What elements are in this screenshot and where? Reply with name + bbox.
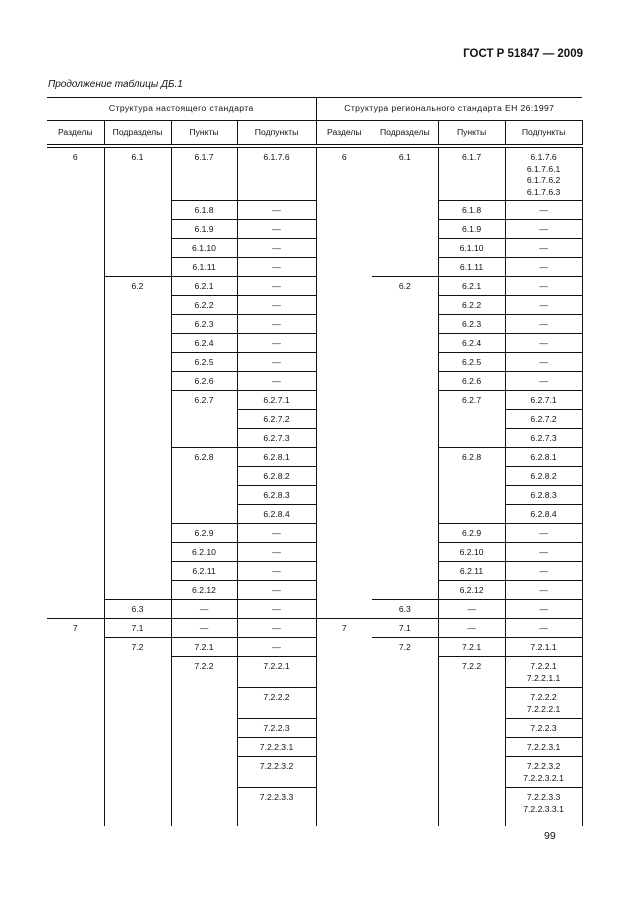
- cell-clauses-current: 7.2.1: [171, 638, 237, 657]
- cell-sections-current: [47, 391, 104, 410]
- cell-subsections-regional: [372, 524, 438, 543]
- cell-subclauses-regional: —: [505, 600, 582, 619]
- column-header-clauses-regional: Пункты: [438, 121, 505, 145]
- cell-subsections-current: [104, 505, 171, 524]
- cell-sections-regional: [316, 239, 372, 258]
- cell-subsections-current: [104, 410, 171, 429]
- cell-subclauses-regional: 7.2.2.1 7.2.2.1.1: [505, 657, 582, 688]
- cell-subclauses-current: —: [237, 600, 316, 619]
- table-row: [47, 239, 582, 258]
- table-row: [47, 562, 582, 581]
- cell-clauses-current: 6.2.10: [171, 543, 237, 562]
- cell-clauses-current: [171, 688, 237, 719]
- cell-subsections-current: [104, 372, 171, 391]
- cell-subclauses-regional: 6.2.8.2: [505, 467, 582, 486]
- cell-sections-regional: [316, 638, 372, 657]
- table-row: [47, 581, 582, 600]
- cell-clauses-current: 6.2.9: [171, 524, 237, 543]
- cell-clauses-regional: 6.1.7: [438, 148, 505, 201]
- cell-sections-current: [47, 788, 104, 826]
- cell-clauses-regional: [438, 505, 505, 524]
- cell-subclauses-current: —: [237, 638, 316, 657]
- cell-subclauses-current: 6.2.8.2: [237, 467, 316, 486]
- cell-subsections-regional: [372, 258, 438, 277]
- cell-sections-regional: [316, 524, 372, 543]
- cell-subclauses-regional: —: [505, 372, 582, 391]
- column-header-subsections-regional: Подразделы: [372, 121, 438, 145]
- cell-clauses-regional: 7.2.2: [438, 657, 505, 688]
- cell-subclauses-current: 7.2.2.2: [237, 688, 316, 719]
- cell-subclauses-current: 7.2.2.3: [237, 719, 316, 738]
- cell-sections-current: [47, 239, 104, 258]
- cell-subsections-current: [104, 486, 171, 505]
- cell-subclauses-regional: 7.2.2.3: [505, 719, 582, 738]
- cell-subsections-regional: [372, 543, 438, 562]
- cell-subclauses-regional: —: [505, 296, 582, 315]
- cell-clauses-regional: 6.2.7: [438, 391, 505, 410]
- cell-sections-regional: 6: [341, 152, 347, 162]
- cell-subsections-current: [104, 353, 171, 372]
- cell-sections-current: [47, 719, 104, 738]
- cell-subsections-current: [104, 757, 171, 788]
- cell-sections-regional: [316, 448, 372, 467]
- cell-subclauses-current: 6.2.7.1: [237, 391, 316, 410]
- cell-clauses-regional: 6.2.4: [438, 334, 505, 353]
- cell-clauses-current: 6.1.8: [171, 201, 237, 220]
- cell-subsections-regional: [372, 788, 438, 826]
- cell-clauses-current: 6.1.10: [171, 239, 237, 258]
- cell-sections-regional: [316, 788, 372, 826]
- cell-subclauses-current: —: [237, 296, 316, 315]
- cell-subsections-current: [104, 220, 171, 239]
- column-header-clauses-current: Пункты: [171, 121, 237, 145]
- cell-subclauses-current: 6.2.8.1: [237, 448, 316, 467]
- cell-subclauses-regional: 7.2.2.3.1: [505, 738, 582, 757]
- cell-subsections-regional: [372, 372, 438, 391]
- cell-sections-current: [47, 467, 104, 486]
- cell-clauses-regional: [438, 467, 505, 486]
- cell-sections-regional: [316, 505, 372, 524]
- cell-sections-current: [47, 277, 104, 296]
- cell-subclauses-current: —: [237, 334, 316, 353]
- cell-subsections-current: 6.2: [104, 277, 171, 296]
- cell-clauses-current: [171, 429, 237, 448]
- cell-clauses-current: [171, 467, 237, 486]
- cell-sections-current: [47, 581, 104, 600]
- cell-sections-current: [47, 524, 104, 543]
- cell-clauses-current: 6.2.4: [171, 334, 237, 353]
- cell-subsections-current: [104, 562, 171, 581]
- cell-subclauses-regional: —: [505, 277, 582, 296]
- cell-subsections-current: [104, 429, 171, 448]
- cell-subsections-current: [104, 239, 171, 258]
- table-row: [47, 788, 582, 826]
- cell-subclauses-current: 6.2.7.3: [237, 429, 316, 448]
- cell-clauses-current: [171, 788, 237, 826]
- cell-sections-current: [47, 410, 104, 429]
- table-row: [47, 372, 582, 391]
- cell-subsections-regional: [372, 220, 438, 239]
- cell-subsections-regional: [372, 391, 438, 410]
- cell-sections-regional: [316, 391, 372, 410]
- cell-subclauses-regional: 6.2.8.3: [505, 486, 582, 505]
- cell-clauses-regional: 7.2.1: [438, 638, 505, 657]
- cell-clauses-regional: 6.2.2: [438, 296, 505, 315]
- cell-sections-current: [47, 486, 104, 505]
- table-row: [47, 505, 582, 524]
- cell-sections-current: [47, 505, 104, 524]
- cell-clauses-current: 6.1.11: [171, 258, 237, 277]
- column-header-row: [47, 121, 582, 145]
- cell-subsections-regional: [372, 410, 438, 429]
- cell-clauses-current: 6.2.8: [171, 448, 237, 467]
- cell-clauses-current: 6.2.12: [171, 581, 237, 600]
- cell-sections-current: [47, 657, 104, 688]
- cell-sections-regional: [316, 315, 372, 334]
- cell-subclauses-regional: 6.2.7.3: [505, 429, 582, 448]
- table-row: [47, 429, 582, 448]
- cell-subclauses-current: 6.1.7.6: [237, 148, 316, 201]
- cell-subsections-current: [104, 315, 171, 334]
- cell-sections-current: [47, 201, 104, 220]
- cell-subclauses-current: —: [237, 543, 316, 562]
- cell-sections-regional: [316, 581, 372, 600]
- cell-subclauses-regional: —: [505, 315, 582, 334]
- cell-subclauses-current: —: [237, 220, 316, 239]
- cell-subsections-current: [104, 201, 171, 220]
- table-row: [47, 486, 582, 505]
- cell-sections-current: [47, 334, 104, 353]
- cell-subclauses-regional: —: [505, 334, 582, 353]
- cell-subclauses-current: —: [237, 372, 316, 391]
- cell-subclauses-current: —: [237, 315, 316, 334]
- cell-sections-regional: [316, 201, 372, 220]
- cell-clauses-regional: 6.2.12: [438, 581, 505, 600]
- cell-subsections-regional: 6.2: [372, 277, 438, 296]
- cell-clauses-current: 6.2.3: [171, 315, 237, 334]
- cell-clauses-current: —: [171, 600, 237, 619]
- cell-sections-regional: [316, 353, 372, 372]
- table-row: [47, 353, 582, 372]
- cell-subsections-current: [104, 788, 171, 826]
- cell-subsections-current: 6.1: [104, 148, 171, 201]
- cell-clauses-regional: [438, 429, 505, 448]
- cell-subsections-regional: [372, 296, 438, 315]
- cell-sections-current: [47, 638, 104, 657]
- cell-clauses-regional: [438, 410, 505, 429]
- cell-sections-regional: [316, 600, 372, 619]
- cell-clauses-regional: 6.2.11: [438, 562, 505, 581]
- cell-subsections-regional: [372, 562, 438, 581]
- cell-clauses-regional: 6.2.5: [438, 353, 505, 372]
- table-row: [47, 738, 582, 757]
- cell-clauses-regional: 6.1.10: [438, 239, 505, 258]
- cell-subclauses-current: 7.2.2.1: [237, 657, 316, 688]
- cell-clauses-regional: [438, 757, 505, 788]
- cell-subsections-regional: [372, 239, 438, 258]
- cell-subclauses-regional: —: [505, 543, 582, 562]
- group-header-current: Структура настоящего стандарта: [47, 98, 316, 121]
- cell-sections-regional: [316, 562, 372, 581]
- table-row: [47, 220, 582, 239]
- cell-subsections-current: 6.3: [104, 600, 171, 619]
- cell-sections-current: 7: [47, 619, 104, 638]
- cell-subclauses-current: 7.2.2.3.3: [237, 788, 316, 826]
- cell-subclauses-current: —: [237, 277, 316, 296]
- cell-subclauses-regional: 7.2.2.3.2 7.2.2.3.2.1: [505, 757, 582, 788]
- cell-sections-current: [47, 372, 104, 391]
- cell-clauses-regional: —: [438, 619, 505, 638]
- cell-subsections-current: [104, 296, 171, 315]
- cell-sections-current: [47, 429, 104, 448]
- cell-subclauses-current: 7.2.2.3.2: [237, 757, 316, 788]
- cell-subsections-current: [104, 657, 171, 688]
- cell-subclauses-current: —: [237, 581, 316, 600]
- cell-clauses-current: 6.1.9: [171, 220, 237, 239]
- document-id: ГОСТ Р 51847 — 2009: [463, 48, 583, 60]
- cell-sections-regional: [316, 220, 372, 239]
- cell-subclauses-regional: —: [505, 562, 582, 581]
- cell-clauses-current: 6.1.7: [171, 148, 237, 201]
- cell-subsections-regional: [372, 757, 438, 788]
- cell-clauses-regional: [438, 738, 505, 757]
- table-body: [47, 148, 582, 826]
- cell-sections-current: [47, 448, 104, 467]
- cell-clauses-regional: 6.1.9: [438, 220, 505, 239]
- cell-subsections-regional: 6.3: [372, 600, 438, 619]
- cell-sections-regional: [316, 277, 372, 296]
- cell-subsections-current: [104, 391, 171, 410]
- cell-sections-regional: [316, 757, 372, 788]
- cell-clauses-current: —: [171, 619, 237, 638]
- cell-clauses-regional: 6.2.3: [438, 315, 505, 334]
- cell-sections-regional: [316, 429, 372, 448]
- table-row: [47, 277, 582, 296]
- cell-subsections-current: [104, 448, 171, 467]
- cell-subclauses-regional: —: [505, 353, 582, 372]
- cell-subsections-regional: [372, 657, 438, 688]
- cell-subclauses-regional: —: [505, 239, 582, 258]
- cell-subsections-regional: [372, 688, 438, 719]
- page-number: 99: [544, 830, 556, 842]
- table-row: [47, 391, 582, 410]
- cell-clauses-regional: 6.1.11: [438, 258, 505, 277]
- table-row: [47, 619, 582, 638]
- cell-subclauses-current: 7.2.2.3.1: [237, 738, 316, 757]
- cell-clauses-regional: [438, 719, 505, 738]
- cell-subclauses-regional: 6.1.7.6 6.1.7.6.1 6.1.7.6.2 6.1.7.6.3: [505, 148, 582, 201]
- table-row: [47, 524, 582, 543]
- table-row: [47, 543, 582, 562]
- cell-subsections-regional: [372, 315, 438, 334]
- cell-subsections-regional: 6.1: [372, 148, 438, 201]
- table-row: [47, 467, 582, 486]
- cell-clauses-regional: —: [438, 600, 505, 619]
- cell-subsections-regional: [372, 334, 438, 353]
- cell-subclauses-current: 6.2.7.2: [237, 410, 316, 429]
- cell-clauses-current: 6.2.5: [171, 353, 237, 372]
- cell-subsections-regional: [372, 719, 438, 738]
- cell-subclauses-current: —: [237, 239, 316, 258]
- cell-sections-regional: 7: [316, 619, 372, 638]
- cell-sections-current: [47, 738, 104, 757]
- cell-subclauses-regional: —: [505, 220, 582, 239]
- cell-subsections-regional: [372, 467, 438, 486]
- cell-clauses-current: [171, 410, 237, 429]
- cell-subclauses-current: —: [237, 258, 316, 277]
- cell-sections-regional: [316, 410, 372, 429]
- cell-sections-current: [47, 757, 104, 788]
- cell-subclauses-current: —: [237, 524, 316, 543]
- cell-subclauses-regional: 7.2.1.1: [505, 638, 582, 657]
- cell-subclauses-regional: —: [505, 258, 582, 277]
- cell-clauses-regional: [438, 688, 505, 719]
- cell-clauses-regional: 6.2.8: [438, 448, 505, 467]
- cell-subsections-current: [104, 524, 171, 543]
- cell-clauses-regional: [438, 486, 505, 505]
- table-row: [47, 688, 582, 719]
- cell-subsections-regional: [372, 201, 438, 220]
- cell-subclauses-regional: 7.2.2.3.3 7.2.2.3.3.1: [505, 788, 582, 826]
- cell-subsections-regional: 7.2: [372, 638, 438, 657]
- cell-subsections-regional: 7.1: [372, 619, 438, 638]
- cell-sections-regional: [316, 486, 372, 505]
- cell-subclauses-current: —: [237, 619, 316, 638]
- cell-sections-current: [47, 220, 104, 239]
- cell-subsections-regional: [372, 448, 438, 467]
- cell-subsections-regional: [372, 429, 438, 448]
- cell-sections-regional: [316, 543, 372, 562]
- cell-clauses-current: [171, 738, 237, 757]
- cell-subclauses-regional: 6.2.7.2: [505, 410, 582, 429]
- cell-subsections-current: [104, 467, 171, 486]
- cell-subsections-current: [104, 738, 171, 757]
- group-header-regional: Структура регионального стандарта ЕН 26:1997: [316, 98, 582, 121]
- cell-clauses-current: 6.2.1: [171, 277, 237, 296]
- cell-subclauses-regional: 6.2.8.1: [505, 448, 582, 467]
- cell-subsections-current: [104, 688, 171, 719]
- cell-sections-regional: [316, 372, 372, 391]
- cell-sections-current: [47, 543, 104, 562]
- cell-subclauses-current: —: [237, 201, 316, 220]
- cell-subclauses-current: 6.2.8.3: [237, 486, 316, 505]
- cell-clauses-current: 7.2.2: [171, 657, 237, 688]
- cell-sections-regional: [316, 296, 372, 315]
- cell-sections-current: [47, 688, 104, 719]
- table-row: [47, 201, 582, 220]
- cell-sections-regional: [316, 738, 372, 757]
- cell-subclauses-current: 6.2.8.4: [237, 505, 316, 524]
- cell-subclauses-regional: —: [505, 581, 582, 600]
- cell-subclauses-current: —: [237, 562, 316, 581]
- column-header-subclauses-regional: Подпункты: [505, 121, 582, 145]
- cell-subsections-regional: [372, 738, 438, 757]
- table-row: [47, 410, 582, 429]
- cell-clauses-regional: 6.2.1: [438, 277, 505, 296]
- table-row: [47, 719, 582, 738]
- cell-subsections-current: [104, 334, 171, 353]
- table-row: [47, 258, 582, 277]
- cell-sections-regional: [316, 258, 372, 277]
- cell-clauses-current: [171, 757, 237, 788]
- cell-subclauses-regional: —: [505, 201, 582, 220]
- cell-subsections-regional: [372, 486, 438, 505]
- table-caption: Продолжение таблицы ДБ.1: [48, 79, 183, 90]
- cell-subsections-current: [104, 543, 171, 562]
- table-row: [47, 638, 582, 657]
- cell-subsections-current: [104, 581, 171, 600]
- cell-subclauses-regional: —: [505, 524, 582, 543]
- cell-subclauses-regional: 6.2.8.4: [505, 505, 582, 524]
- cell-sections-current: [47, 258, 104, 277]
- cell-subclauses-regional: 7.2.2.2 7.2.2.2.1: [505, 688, 582, 719]
- cell-clauses-current: [171, 505, 237, 524]
- cell-sections-current: [47, 600, 104, 619]
- cell-subsections-regional: [372, 353, 438, 372]
- cell-sections-regional: [316, 719, 372, 738]
- cell-sections-current: [47, 353, 104, 372]
- column-header-subsections-current: Подразделы: [104, 121, 171, 145]
- cell-clauses-current: [171, 486, 237, 505]
- table-row: [47, 448, 582, 467]
- cell-sections-regional: [316, 688, 372, 719]
- cell-subsections-current: 7.1: [104, 619, 171, 638]
- cell-clauses-current: 6.2.11: [171, 562, 237, 581]
- cell-clauses-regional: 6.1.8: [438, 201, 505, 220]
- cell-clauses-current: 6.2.2: [171, 296, 237, 315]
- cell-clauses-current: [171, 719, 237, 738]
- cell-subclauses-regional: 6.2.7.1: [505, 391, 582, 410]
- correspondence-table: [47, 97, 583, 826]
- cell-sections-regional: [316, 467, 372, 486]
- cell-subsections-current: [104, 719, 171, 738]
- cell-sections-current: 6: [47, 148, 104, 201]
- table-row: [47, 296, 582, 315]
- cell-sections-regional: [316, 657, 372, 688]
- cell-subclauses-current: —: [237, 353, 316, 372]
- cell-subsections-current: 7.2: [104, 638, 171, 657]
- cell-subsections-regional: [372, 505, 438, 524]
- cell-sections-current: [47, 315, 104, 334]
- cell-clauses-current: 6.2.7: [171, 391, 237, 410]
- table-row: [47, 315, 582, 334]
- cell-subsections-regional: [372, 581, 438, 600]
- cell-clauses-current: 6.2.6: [171, 372, 237, 391]
- column-header-sections-current: Разделы: [47, 121, 104, 145]
- cell-clauses-regional: 6.2.9: [438, 524, 505, 543]
- table-row: [47, 148, 582, 201]
- table-row: [47, 757, 582, 788]
- table-row: [47, 334, 582, 353]
- cell-clauses-regional: 6.2.6: [438, 372, 505, 391]
- cell-clauses-regional: 6.2.10: [438, 543, 505, 562]
- cell-subsections-current: [104, 258, 171, 277]
- cell-clauses-regional: [438, 788, 505, 826]
- cell-sections-current: [47, 296, 104, 315]
- column-header-subclauses-current: Подпункты: [237, 121, 316, 145]
- column-header-sections-regional: Разделы: [327, 126, 362, 137]
- table-row: [47, 600, 582, 619]
- cell-sections-regional: [316, 334, 372, 353]
- cell-sections-current: [47, 562, 104, 581]
- table-row: [47, 657, 582, 688]
- cell-subclauses-regional: —: [505, 619, 582, 638]
